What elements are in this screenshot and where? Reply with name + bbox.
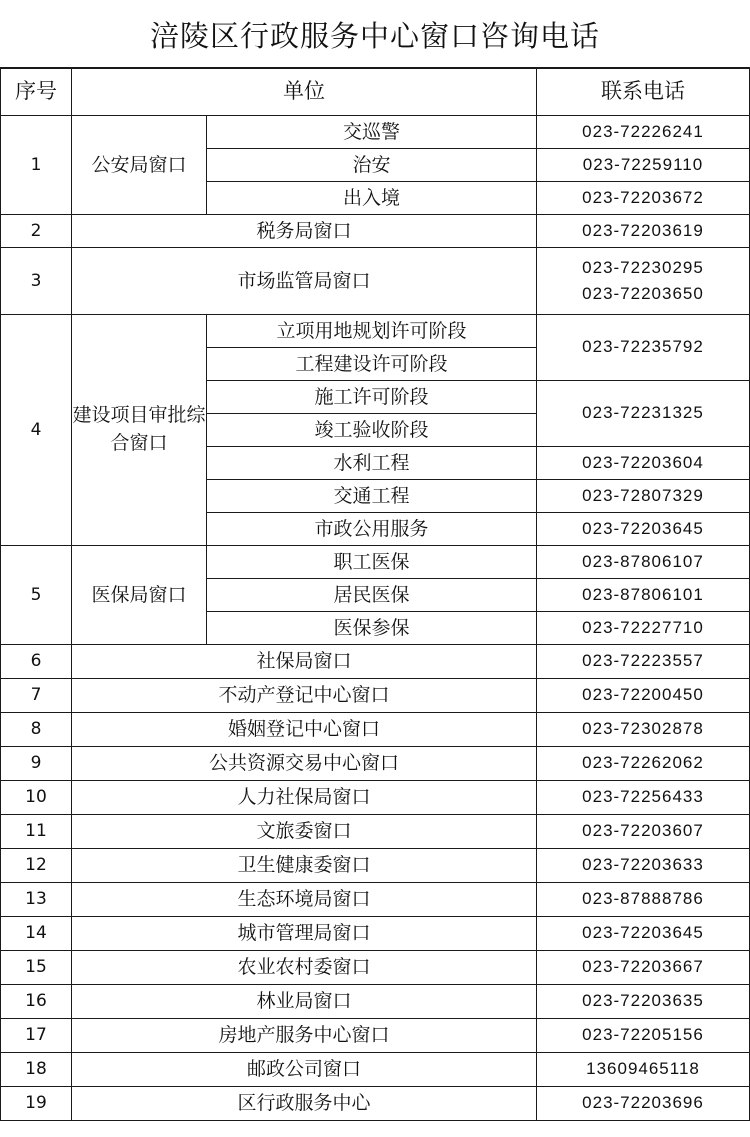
phone-number: 023-72262062 xyxy=(537,747,750,781)
unit-name: 社保局窗口 xyxy=(72,645,537,679)
phone-number: 023-72226241 xyxy=(537,116,750,149)
sub-unit-name: 竣工验收阶段 xyxy=(207,414,537,447)
row-number: 1 xyxy=(1,116,72,215)
unit-name: 房地产服务中心窗口 xyxy=(72,1019,537,1053)
phone-number: 023-72203633 xyxy=(537,849,750,883)
phone-number: 023-72203607 xyxy=(537,815,750,849)
row-number: 17 xyxy=(1,1019,72,1053)
row-number: 14 xyxy=(1,917,72,951)
row-number: 12 xyxy=(1,849,72,883)
sub-unit-name: 治安 xyxy=(207,149,537,182)
row-number: 4 xyxy=(1,315,72,546)
phone-number: 023-72203619 xyxy=(537,215,750,248)
row-number: 6 xyxy=(1,645,72,679)
row-number: 10 xyxy=(1,781,72,815)
table-row xyxy=(1,917,750,951)
unit-name: 建设项目审批综合窗口 xyxy=(72,315,207,546)
sub-unit-name: 交巡警 xyxy=(207,116,537,149)
table-row xyxy=(1,116,750,149)
row-number: 3 xyxy=(1,248,72,315)
phone-number: 023-72235792 xyxy=(537,315,750,381)
table-row xyxy=(1,1053,750,1087)
sub-unit-name: 交通工程 xyxy=(207,480,537,513)
row-number: 15 xyxy=(1,951,72,985)
table-row xyxy=(1,248,750,315)
row-number: 13 xyxy=(1,883,72,917)
phone-number: 023-87888786 xyxy=(537,883,750,917)
phone-number: 023-72230295 xyxy=(582,258,704,277)
phone-number: 023-72302878 xyxy=(537,713,750,747)
sub-unit-name: 出入境 xyxy=(207,182,537,215)
sub-unit-name: 水利工程 xyxy=(207,447,537,480)
contact-table xyxy=(0,68,750,1121)
phone-number: 023-72200450 xyxy=(537,679,750,713)
phone-number: 023-72203696 xyxy=(537,1087,750,1121)
phone-number: 023-72223557 xyxy=(537,645,750,679)
unit-name: 市场监管局窗口 xyxy=(72,248,537,315)
phone-number: 13609465118 xyxy=(537,1053,750,1087)
table-row xyxy=(1,1019,750,1053)
phone-number: 023-72203667 xyxy=(537,951,750,985)
sub-unit-name: 市政公用服务 xyxy=(207,513,537,546)
row-number: 11 xyxy=(1,815,72,849)
phone-number: 023-72203672 xyxy=(537,182,750,215)
unit-name: 人力社保局窗口 xyxy=(72,781,537,815)
table-row xyxy=(1,747,750,781)
unit-name: 区行政服务中心 xyxy=(72,1087,537,1121)
row-number: 2 xyxy=(1,215,72,248)
header-row xyxy=(1,69,750,116)
row-number: 7 xyxy=(1,679,72,713)
phone-number: 023-72203645 xyxy=(537,917,750,951)
phone-number: 023-72203604 xyxy=(537,447,750,480)
phone-number: 023-72231325 xyxy=(537,381,750,447)
unit-name: 不动产登记中心窗口 xyxy=(72,679,537,713)
row-number: 16 xyxy=(1,985,72,1019)
sub-unit-name: 施工许可阶段 xyxy=(207,381,537,414)
sub-unit-name: 居民医保 xyxy=(207,579,537,612)
table-row xyxy=(1,679,750,713)
unit-name: 婚姻登记中心窗口 xyxy=(72,713,537,747)
phone-number: 023-72203645 xyxy=(537,513,750,546)
row-number: 19 xyxy=(1,1087,72,1121)
table-row xyxy=(1,645,750,679)
table-row xyxy=(1,713,750,747)
table-row xyxy=(1,985,750,1019)
sub-unit-name: 医保参保 xyxy=(207,612,537,645)
sub-unit-name: 职工医保 xyxy=(207,546,537,579)
unit-name: 公安局窗口 xyxy=(72,116,207,215)
row-number: 9 xyxy=(1,747,72,781)
unit-name: 林业局窗口 xyxy=(72,985,537,1019)
row-number: 5 xyxy=(1,546,72,645)
table-row xyxy=(1,315,750,348)
sub-unit-name: 工程建设许可阶段 xyxy=(207,348,537,381)
phone-number-pair xyxy=(537,248,750,315)
table-row xyxy=(1,951,750,985)
table-row xyxy=(1,546,750,579)
row-number: 8 xyxy=(1,713,72,747)
page-title: 涪陵区行政服务中心窗口咨询电话 xyxy=(0,0,750,68)
unit-name: 城市管理局窗口 xyxy=(72,917,537,951)
header-phone: 联系电话 xyxy=(537,69,750,116)
unit-name: 文旅委窗口 xyxy=(72,815,537,849)
phone-number: 023-72256433 xyxy=(537,781,750,815)
row-number: 18 xyxy=(1,1053,72,1087)
phone-number: 023-72259110 xyxy=(537,149,750,182)
unit-name: 生态环境局窗口 xyxy=(72,883,537,917)
unit-name: 税务局窗口 xyxy=(72,215,537,248)
table-row xyxy=(1,215,750,248)
phone-number: 023-72227710 xyxy=(537,612,750,645)
table-row xyxy=(1,849,750,883)
phone-number: 023-87806107 xyxy=(537,546,750,579)
table-row xyxy=(1,883,750,917)
unit-name: 卫生健康委窗口 xyxy=(72,849,537,883)
sub-unit-name: 立项用地规划许可阶段 xyxy=(207,315,537,348)
table-row xyxy=(1,1087,750,1121)
phone-number: 023-72205156 xyxy=(537,1019,750,1053)
phone-number: 023-72203635 xyxy=(537,985,750,1019)
header-no: 序号 xyxy=(1,69,72,116)
phone-number: 023-87806101 xyxy=(537,579,750,612)
phone-number: 023-72807329 xyxy=(537,480,750,513)
unit-name: 公共资源交易中心窗口 xyxy=(72,747,537,781)
unit-name: 邮政公司窗口 xyxy=(72,1053,537,1087)
phone-number: 023-72203650 xyxy=(582,284,704,303)
table-row xyxy=(1,781,750,815)
unit-name: 医保局窗口 xyxy=(72,546,207,645)
header-unit: 单位 xyxy=(72,69,537,116)
unit-name: 农业农村委窗口 xyxy=(72,951,537,985)
table-row xyxy=(1,815,750,849)
